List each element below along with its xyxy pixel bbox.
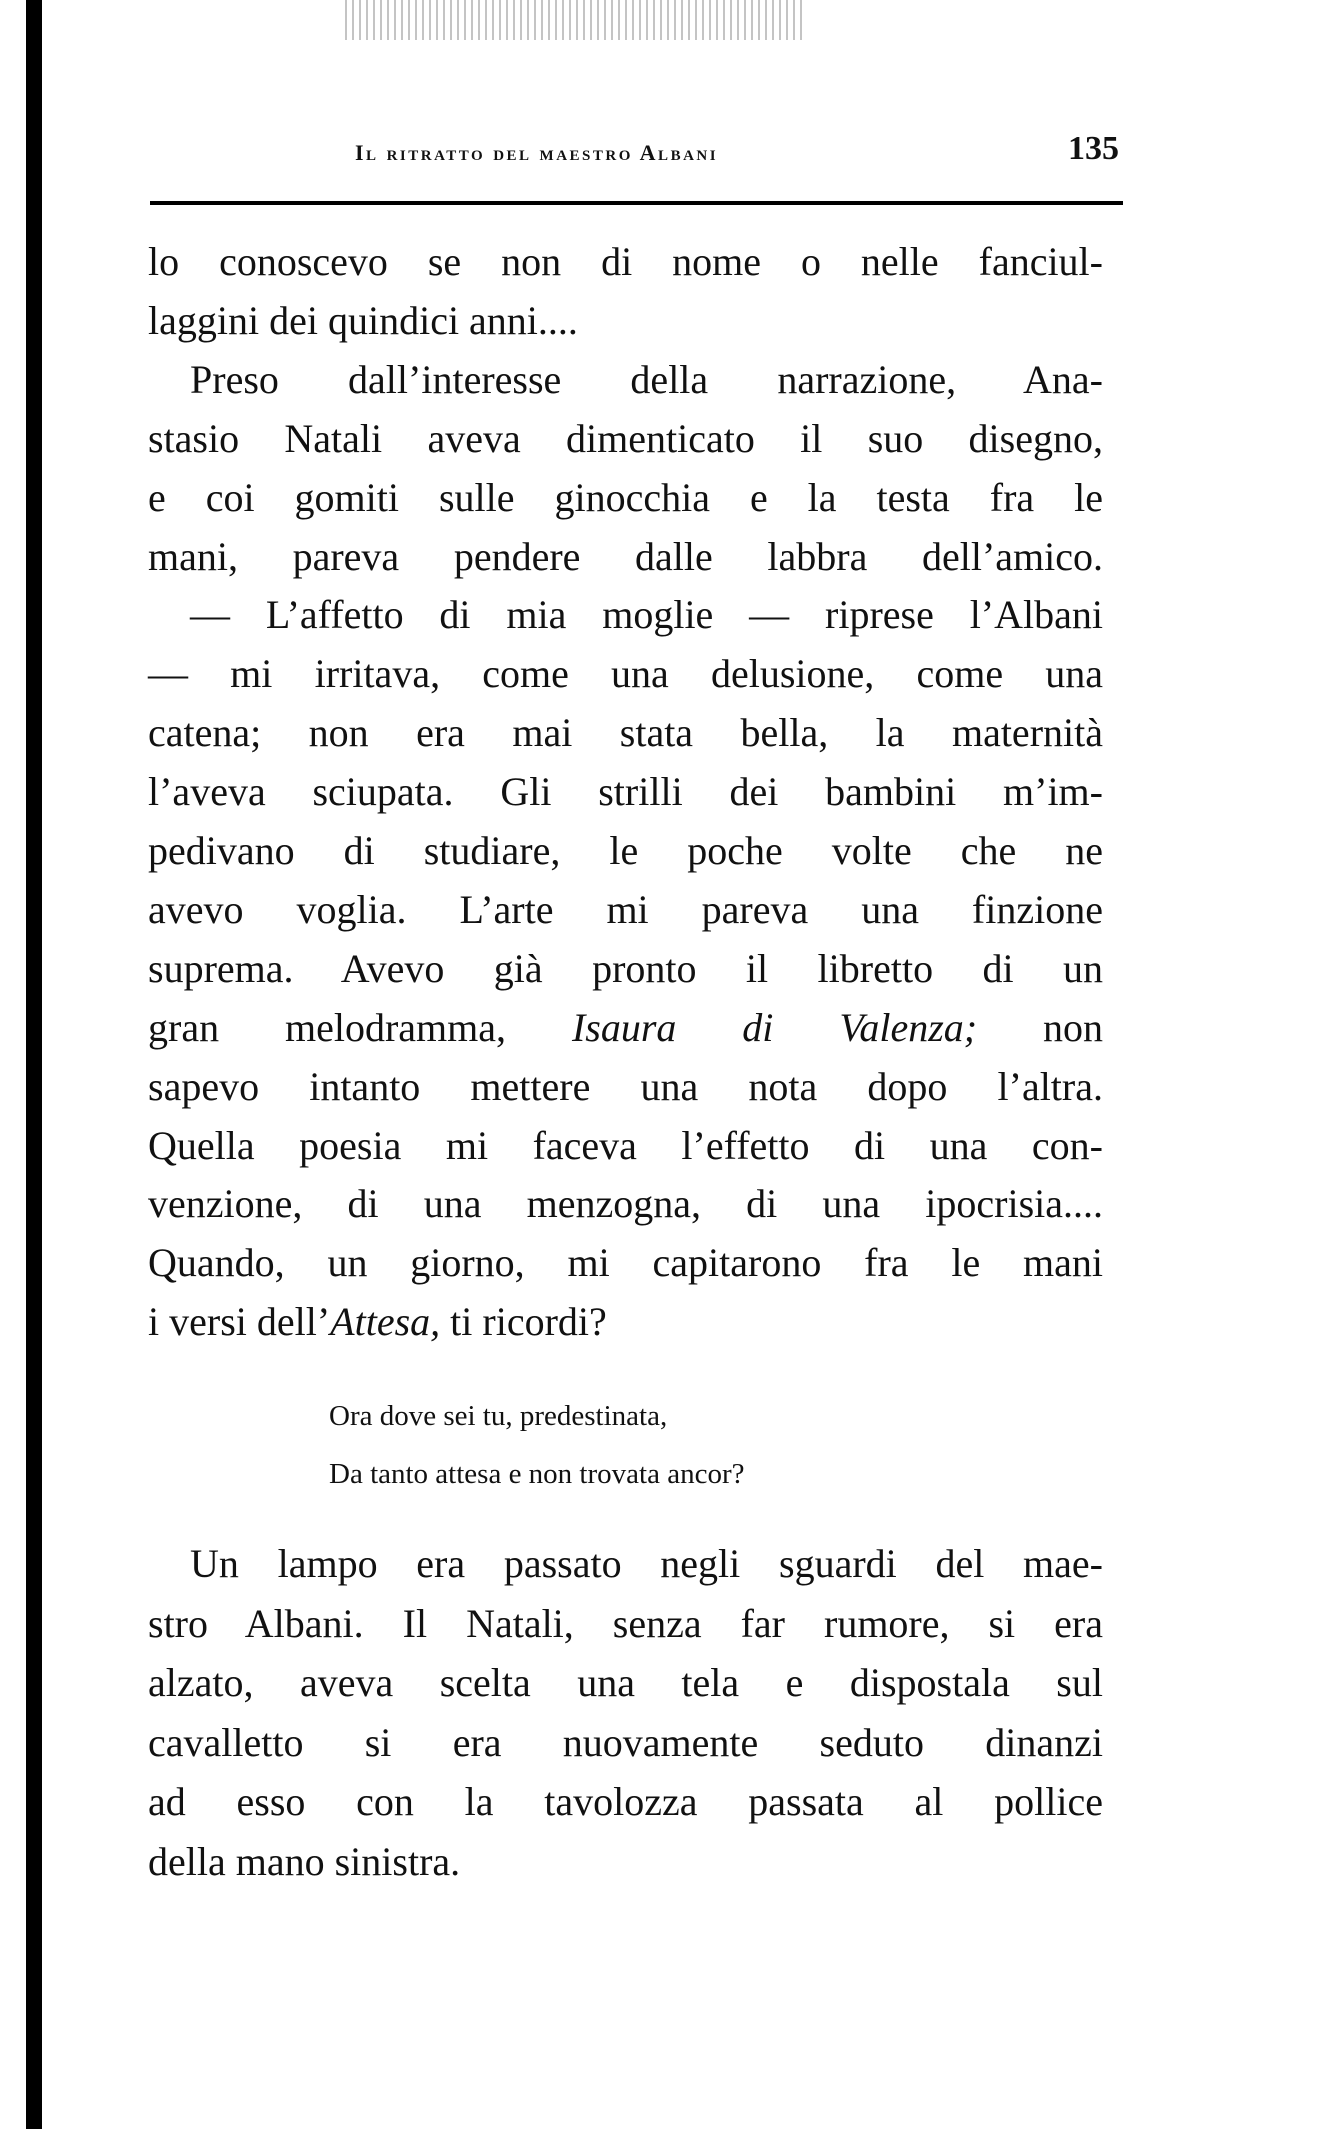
text-segment: sapevo intanto mettere una nota dopo l’altra. [148, 1063, 1103, 1109]
scan-noise [345, 0, 805, 40]
text-line [148, 1838, 1103, 1886]
poem-verse: Da tanto attesa e non trovata ancor? [329, 1458, 745, 1490]
text-line [148, 1659, 1103, 1707]
text-segment: i versi dell’ [148, 1299, 331, 1345]
book-spine-edge [26, 0, 42, 2129]
text-line [148, 945, 1103, 993]
text-segment: stasio Natali aveva dimenticato il suo disegno, [148, 415, 1103, 461]
text-segment: — L’affetto di mia moglie — riprese l’Albani [190, 592, 1103, 638]
text-segment: avevo voglia. L’arte mi pareva una finzione [148, 886, 1103, 932]
text-segment: ad esso con la tavolozza passata al pollice [148, 1779, 1103, 1824]
text-line [148, 297, 1103, 345]
text-segment: lo conoscevo se non di nome o nelle fanciul- [148, 239, 1103, 284]
poem-verse: Ora dove sei tu, predestinata, [329, 1400, 668, 1432]
text-segment: Un lampo era passato negli sguardi del mae- [190, 1541, 1103, 1586]
text-line [148, 1239, 1103, 1287]
page-number: 135 [1068, 130, 1119, 167]
text-segment: laggini dei quindici anni.... [148, 297, 578, 343]
text-segment: suprema. Avevo già pronto il libretto di un [148, 945, 1103, 991]
text-line [190, 1540, 1103, 1588]
text-line [148, 827, 1103, 875]
text-line [148, 1719, 1103, 1767]
text-segment: Quella poesia mi faceva l’effetto di una con- [148, 1122, 1103, 1168]
text-line [148, 1778, 1103, 1826]
text-segment: catena; non era mai stata bella, la maternità [148, 710, 1103, 756]
text-segment: Quando, un giorno, mi capitarono fra le mani [148, 1240, 1103, 1286]
text-line [190, 356, 1103, 404]
text-line [148, 768, 1103, 816]
text-segment: Preso dall’interesse della narrazione, Ana- [190, 356, 1103, 402]
header-rule [150, 201, 1123, 205]
text-line [148, 886, 1103, 934]
text-line [148, 650, 1103, 698]
text-segment: — mi irritava, come una delusione, come una [148, 651, 1103, 697]
text-segment: stro Albani. Il Natali, senza far rumore, si era [148, 1600, 1103, 1646]
running-title: Il ritratto del maestro Albani [355, 140, 719, 165]
text-segment: e coi gomiti sulle ginocchia e la testa fra le [148, 474, 1103, 520]
text-line [148, 474, 1103, 522]
text-segment: l’aveva sciupata. Gli strilli dei bambini m’im- [148, 769, 1103, 815]
text-segment: venzione, di una menzogna, di una ipocrisia.... [148, 1181, 1103, 1227]
text-segment: non [977, 1004, 1104, 1050]
text-line [148, 1180, 1103, 1228]
text-line [148, 1063, 1103, 1111]
text-segment: alzato, aveva scelta una tela e dispostala sul [148, 1660, 1103, 1705]
text-line [190, 591, 1103, 639]
text-segment: pedivano di studiare, le poche volte che ne [148, 828, 1103, 873]
text-segment: cavalletto si era nuovamente seduto dinanzi [148, 1719, 1103, 1765]
text-line [148, 415, 1103, 463]
text-line [148, 1004, 1103, 1052]
text-segment: ti ricordi? [440, 1299, 607, 1345]
text-line [148, 533, 1103, 581]
italic-title: Attesa, [330, 1299, 441, 1345]
text-line [148, 1122, 1103, 1170]
text-line [148, 1600, 1103, 1648]
text-segment: della mano sinistra. [148, 1838, 461, 1884]
text-segment: mani, pareva pendere dalle labbra dell’amico. [148, 533, 1103, 579]
text-segment: gran melodramma, [148, 1004, 572, 1050]
text-line [148, 1298, 1103, 1346]
italic-title: Isaura di Valenza; [571, 1004, 978, 1050]
text-line [148, 709, 1103, 757]
text-line [148, 238, 1103, 286]
